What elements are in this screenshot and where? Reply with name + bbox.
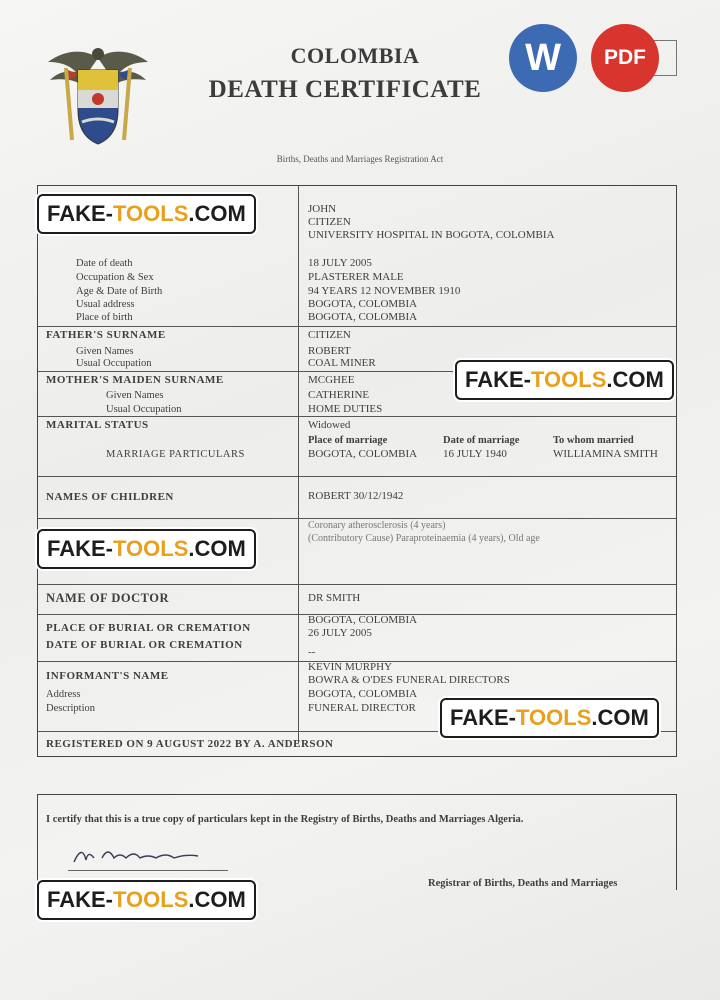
address-label: Usual address	[76, 299, 135, 310]
doctor-heading: NAME OF DOCTOR	[46, 591, 169, 605]
watermark-label: FAKE-TOOLS.COM	[37, 194, 256, 234]
watermark-label: FAKE-TOOLS.COM	[37, 880, 256, 920]
date-of-death-value: 18 JULY 2005	[308, 257, 372, 269]
marital-status-value: Widowed	[308, 419, 351, 431]
informant-description-label: Description	[46, 703, 95, 714]
deceased-surname: CITIZEN	[308, 216, 351, 228]
deceased-first-name: JOHN	[308, 203, 337, 215]
burial-date-value: 26 JULY 2005	[308, 627, 372, 639]
certify-statement: I certify that this is a true copy of particulars kept in the Registry of Births, Deaths and Marriages Algeria.	[46, 814, 524, 825]
father-surname-value: CITIZEN	[308, 329, 351, 341]
mother-given-label: Given Names	[106, 390, 164, 401]
father-given-label: Given Names	[76, 346, 134, 357]
children-value: ROBERT 30/12/1942	[308, 490, 404, 502]
father-occupation-label: Usual Occupation	[76, 358, 152, 369]
informant-heading: INFORMANT'S NAME	[46, 670, 169, 682]
informant-address-label: Address	[46, 689, 81, 700]
marital-status-heading: MARITAL STATUS	[46, 419, 149, 431]
date-of-death-label: Date of death	[76, 258, 133, 269]
mother-occupation-value: HOME DUTIES	[308, 403, 383, 415]
informant-name-value: KEVIN MURPHY	[308, 661, 393, 673]
registration-line: REGISTERED ON 9 AUGUST 2022 BY A. ANDERSON	[46, 738, 334, 750]
mother-surname-value: MCGHEE	[308, 374, 355, 386]
age-label: Age & Date of Birth	[76, 286, 163, 297]
father-surname-heading: FATHER'S SURNAME	[46, 329, 166, 341]
children-heading: NAMES OF CHILDREN	[46, 491, 174, 503]
pdf-format-badge[interactable]: PDF	[591, 24, 659, 92]
col-to-whom-married: To whom married	[553, 435, 634, 446]
age-value: 94 YEARS 12 NOVEMBER 1910	[308, 285, 461, 297]
registrar-signature-icon	[68, 838, 228, 872]
burial-date-heading: DATE OF BURIAL OR CREMATION	[46, 639, 243, 651]
coat-of-arms-icon	[44, 40, 152, 152]
mother-occupation-label: Usual Occupation	[106, 404, 182, 415]
watermark-label: FAKE-TOOLS.COM	[455, 360, 674, 400]
father-given-value: ROBERT	[308, 345, 351, 357]
col-place-of-marriage: Place of marriage	[308, 435, 388, 446]
document-title: DEATH CERTIFICATE	[208, 76, 482, 103]
burial-place-value: BOGOTA, COLOMBIA	[308, 614, 418, 626]
registration-act-caption: Births, Deaths and Marriages Registration Act	[276, 154, 444, 164]
place-of-death: UNIVERSITY HOSPITAL IN BOGOTA, COLOMBIA	[308, 229, 555, 241]
death-record-form	[37, 185, 677, 757]
watermark-label: FAKE-TOOLS.COM	[37, 529, 256, 569]
column-divider	[298, 186, 299, 743]
birthplace-label: Place of birth	[76, 312, 133, 323]
mother-given-value: CATHERINE	[308, 389, 370, 401]
cause-of-death-line2: (Contributory Cause) Paraproteinaemia (4 years), Old age	[308, 533, 540, 544]
informant-address-value: BOGOTA, COLOMBIA	[308, 688, 418, 700]
watermark-label: FAKE-TOOLS.COM	[440, 698, 659, 738]
marriage-spouse-value: WILLIAMINA SMITH	[553, 448, 658, 460]
cause-of-death-line1: Coronary atherosclerosis (4 years)	[308, 520, 446, 531]
occupation-label: Occupation & Sex	[76, 272, 154, 283]
birthplace-value: BOGOTA, COLOMBIA	[308, 311, 418, 323]
marriage-date-value: 16 JULY 1940	[443, 448, 507, 460]
country-title: COLOMBIA	[290, 43, 420, 68]
informant-description-value: FUNERAL DIRECTOR	[308, 702, 416, 714]
marriage-place-value: BOGOTA, COLOMBIA	[308, 448, 418, 460]
address-value: BOGOTA, COLOMBIA	[308, 298, 418, 310]
signature-line	[68, 870, 228, 871]
burial-place-heading: PLACE OF BURIAL OR CREMATION	[46, 622, 251, 634]
mother-surname-heading: MOTHER'S MAIDEN SURNAME	[46, 374, 224, 386]
registrar-title: Registrar of Births, Deaths and Marriages	[428, 878, 618, 889]
col-date-of-marriage: Date of marriage	[443, 435, 520, 446]
father-occupation-value: COAL MINER	[308, 357, 376, 369]
marriage-particulars-label: MARRIAGE PARTICULARS	[106, 449, 245, 460]
doctor-value: DR SMITH	[308, 592, 361, 604]
occupation-value: PLASTERER MALE	[308, 271, 404, 283]
informant-company-value: BOWRA & O'DES FUNERAL DIRECTORS	[308, 674, 510, 686]
burial-extra-mark: --	[308, 646, 316, 658]
word-format-badge[interactable]: W	[509, 24, 577, 92]
